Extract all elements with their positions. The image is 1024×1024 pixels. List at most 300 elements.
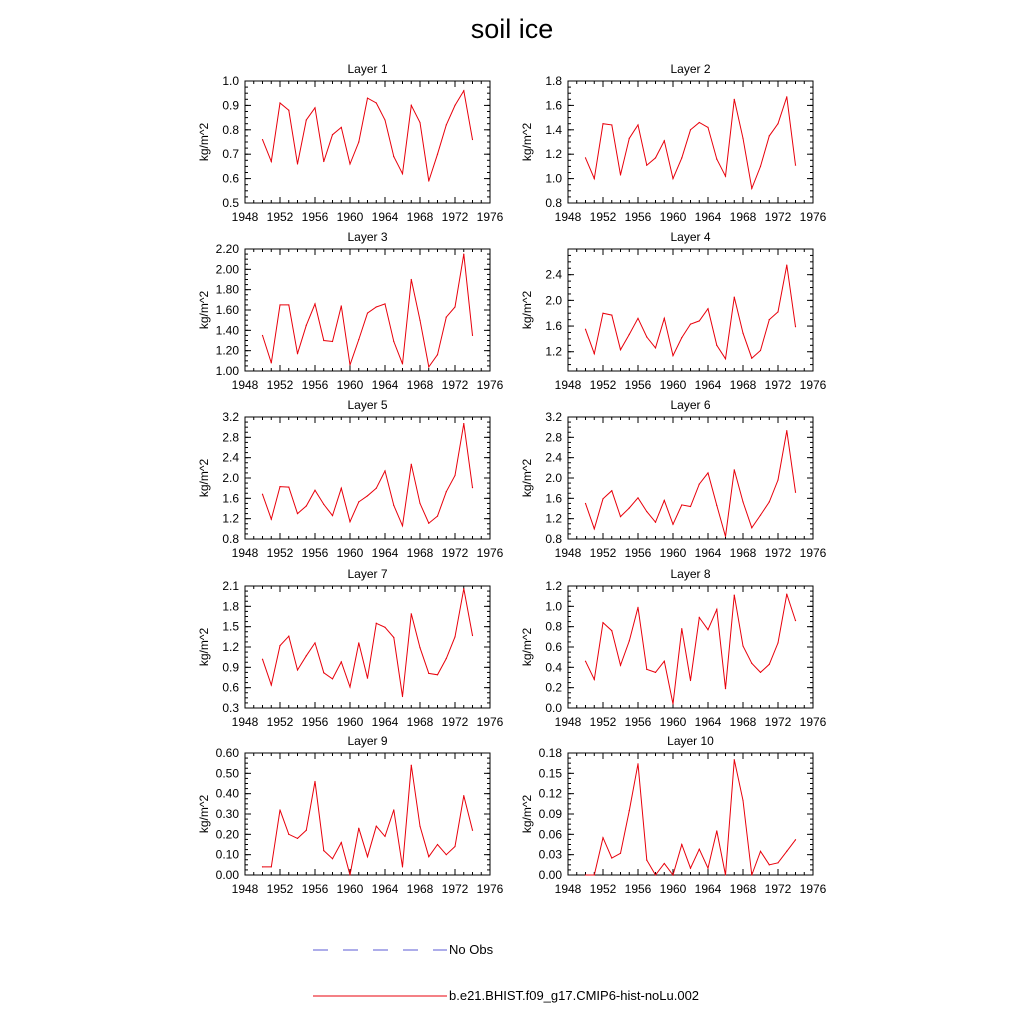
data-point — [690, 680, 691, 681]
y-tick-label: 0.3 — [222, 701, 239, 715]
data-point — [611, 857, 612, 858]
data-point — [602, 622, 603, 623]
data-point — [585, 874, 586, 875]
y-tick-label: 0.8 — [545, 196, 562, 210]
data-point — [681, 844, 682, 845]
y-tick-label: 0.8 — [222, 122, 239, 137]
series-line — [586, 760, 796, 875]
data-point — [769, 864, 770, 865]
data-point — [725, 176, 726, 177]
data-point — [777, 642, 778, 643]
data-point — [699, 320, 700, 321]
data-point — [707, 629, 708, 630]
x-tick-label: 1960 — [336, 378, 364, 392]
y-tick-label: 0.6 — [222, 680, 239, 695]
x-tick-label: 1976 — [799, 882, 827, 896]
data-point — [341, 842, 342, 843]
data-point — [271, 684, 272, 685]
data-point — [637, 318, 638, 319]
x-tick-label: 1952 — [589, 210, 617, 224]
data-point — [454, 636, 455, 637]
data-point — [428, 523, 429, 524]
data-point — [349, 364, 350, 365]
x-tick-label: 1956 — [301, 715, 329, 729]
data-point — [786, 594, 787, 595]
data-point — [472, 635, 473, 636]
data-point — [611, 124, 612, 125]
data-point — [594, 353, 595, 354]
data-point — [402, 866, 403, 867]
data-point — [664, 661, 665, 662]
y-axis-label: kg/m^2 — [197, 122, 211, 162]
data-point — [472, 139, 473, 140]
data-point — [620, 174, 621, 175]
data-point — [384, 836, 385, 837]
data-point — [742, 645, 743, 646]
panel-title: Layer 4 — [670, 230, 711, 244]
y-axis-label: kg/m^2 — [520, 794, 534, 834]
data-point — [629, 334, 630, 335]
data-point — [341, 127, 342, 128]
panel-frame — [568, 753, 813, 875]
panel-title: Layer 9 — [347, 734, 388, 748]
data-point — [734, 759, 735, 760]
x-tick-label: 1956 — [624, 210, 652, 224]
legend-label-model: b.e21.BHIST.f09_g17.CMIP6-hist-noLu.002 — [449, 988, 700, 1003]
data-point — [376, 306, 377, 307]
data-point — [655, 874, 656, 875]
data-point — [279, 645, 280, 646]
data-point — [454, 306, 455, 307]
panel-title: Layer 3 — [347, 230, 388, 244]
x-tick-label: 1948 — [554, 546, 582, 560]
data-point — [769, 319, 770, 320]
data-point — [716, 609, 717, 610]
data-point — [716, 345, 717, 346]
x-tick-label: 1964 — [371, 715, 399, 729]
data-point — [367, 856, 368, 857]
data-point — [262, 335, 263, 336]
figure-title: soil ice — [470, 14, 554, 44]
panel-frame — [568, 417, 813, 539]
data-point — [620, 665, 621, 666]
data-point — [271, 161, 272, 162]
x-tick-label: 1956 — [301, 378, 329, 392]
data-point — [349, 874, 350, 875]
data-point — [463, 90, 464, 91]
x-tick-label: 1952 — [266, 546, 294, 560]
data-point — [437, 844, 438, 845]
data-point — [341, 488, 342, 489]
y-axis-label: kg/m^2 — [197, 458, 211, 498]
data-point — [585, 661, 586, 662]
data-point — [795, 620, 796, 621]
panel-layer-7 — [197, 567, 504, 729]
data-point — [602, 498, 603, 499]
data-point — [419, 122, 420, 123]
panel-layer-10 — [520, 734, 827, 896]
x-tick-label: 1952 — [589, 378, 617, 392]
data-point — [699, 849, 700, 850]
x-tick-label: 1968 — [729, 882, 757, 896]
panel-title: Layer 1 — [347, 62, 388, 76]
y-tick-label: 3.2 — [545, 410, 562, 424]
x-tick-label: 1968 — [406, 210, 434, 224]
data-point — [725, 874, 726, 875]
x-tick-label: 1968 — [406, 546, 434, 560]
x-tick-label: 1964 — [371, 882, 399, 896]
y-axis-label: kg/m^2 — [520, 290, 534, 330]
x-tick-label: 1968 — [729, 546, 757, 560]
data-point — [681, 628, 682, 629]
data-point — [742, 333, 743, 334]
data-point — [637, 497, 638, 498]
data-point — [454, 846, 455, 847]
legend — [313, 950, 447, 996]
data-point — [463, 588, 464, 589]
data-point — [690, 506, 691, 507]
data-point — [367, 678, 368, 679]
y-tick-label: 0.03 — [538, 847, 562, 862]
x-tick-label: 1972 — [764, 546, 792, 560]
x-tick-label: 1964 — [371, 210, 399, 224]
data-point — [786, 851, 787, 852]
y-tick-label: 1.8 — [545, 74, 562, 88]
panel-layer-1 — [197, 62, 504, 224]
x-tick-label: 1952 — [589, 882, 617, 896]
y-tick-label: 2.8 — [545, 430, 562, 445]
data-point — [734, 469, 735, 470]
y-tick-label: 1.2 — [222, 640, 239, 654]
data-point — [594, 679, 595, 680]
data-point — [585, 329, 586, 330]
data-point — [646, 859, 647, 860]
y-tick-label: 2.1 — [222, 579, 239, 593]
y-tick-label: 1.20 — [215, 343, 239, 358]
y-tick-label: 0.30 — [215, 807, 239, 821]
data-point — [358, 339, 359, 340]
data-point — [629, 640, 630, 641]
data-point — [341, 305, 342, 306]
y-axis-label: kg/m^2 — [197, 794, 211, 834]
data-point — [707, 127, 708, 128]
data-point — [367, 97, 368, 98]
y-tick-label: 3.2 — [222, 410, 239, 424]
data-point — [672, 524, 673, 525]
data-point — [446, 124, 447, 125]
data-point — [463, 795, 464, 796]
x-tick-label: 1968 — [729, 378, 757, 392]
data-point — [306, 325, 307, 326]
data-point — [664, 500, 665, 501]
data-point — [742, 138, 743, 139]
y-tick-label: 1.6 — [545, 98, 562, 113]
panel-frame — [245, 249, 490, 371]
data-point — [437, 674, 438, 675]
y-tick-label: 2.4 — [545, 267, 562, 282]
data-point — [751, 188, 752, 189]
x-tick-label: 1976 — [799, 210, 827, 224]
x-tick-label: 1972 — [441, 210, 469, 224]
x-tick-label: 1964 — [694, 546, 722, 560]
panel-frame — [245, 586, 490, 708]
y-tick-label: 2.0 — [545, 471, 562, 485]
x-tick-label: 1968 — [406, 378, 434, 392]
x-tick-label: 1964 — [694, 210, 722, 224]
data-point — [297, 669, 298, 670]
data-point — [437, 516, 438, 517]
x-tick-label: 1972 — [764, 882, 792, 896]
y-tick-label: 2.0 — [545, 293, 562, 308]
y-tick-label: 1.2 — [545, 344, 562, 359]
x-tick-label: 1976 — [476, 546, 504, 560]
data-point — [699, 617, 700, 618]
data-point — [742, 501, 743, 502]
x-tick-label: 1948 — [554, 378, 582, 392]
series-line — [586, 265, 796, 359]
x-tick-label: 1968 — [406, 882, 434, 896]
data-point — [288, 487, 289, 488]
data-point — [376, 102, 377, 103]
data-point — [393, 637, 394, 638]
panel-title: Layer 8 — [670, 567, 711, 581]
data-point — [437, 154, 438, 155]
series-line — [586, 431, 796, 537]
y-tick-label: 0.9 — [222, 98, 239, 113]
x-tick-label: 1960 — [659, 378, 687, 392]
x-tick-label: 1972 — [441, 715, 469, 729]
data-point — [769, 135, 770, 136]
data-point — [262, 866, 263, 867]
data-point — [323, 504, 324, 505]
data-point — [629, 810, 630, 811]
data-point — [620, 349, 621, 350]
data-point — [297, 353, 298, 354]
data-point — [594, 178, 595, 179]
panel-title: Layer 2 — [670, 62, 711, 76]
x-tick-label: 1948 — [231, 882, 259, 896]
data-point — [751, 527, 752, 528]
x-tick-label: 1948 — [554, 210, 582, 224]
data-point — [672, 355, 673, 356]
data-point — [376, 623, 377, 624]
data-point — [602, 123, 603, 124]
x-tick-label: 1976 — [476, 210, 504, 224]
x-tick-label: 1972 — [441, 882, 469, 896]
data-point — [646, 165, 647, 166]
data-point — [323, 850, 324, 851]
data-point — [341, 661, 342, 662]
data-point — [454, 475, 455, 476]
data-point — [402, 363, 403, 364]
data-point — [384, 627, 385, 628]
data-point — [288, 304, 289, 305]
y-tick-label: 0.2 — [545, 680, 562, 695]
y-tick-label: 0.8 — [545, 619, 562, 634]
data-point — [611, 490, 612, 491]
data-point — [332, 134, 333, 135]
x-tick-label: 1952 — [589, 715, 617, 729]
y-tick-label: 1.2 — [545, 511, 562, 526]
y-tick-label: 2.4 — [222, 450, 239, 465]
data-point — [332, 678, 333, 679]
series-line — [263, 424, 473, 526]
y-tick-label: 1.0 — [222, 74, 239, 88]
x-tick-label: 1976 — [476, 882, 504, 896]
y-tick-label: 0.00 — [538, 868, 562, 882]
data-point — [288, 110, 289, 111]
panel-title: Layer 7 — [347, 567, 388, 581]
data-point — [664, 318, 665, 319]
data-point — [411, 613, 412, 614]
data-point — [358, 828, 359, 829]
x-tick-label: 1964 — [371, 378, 399, 392]
x-tick-label: 1952 — [266, 378, 294, 392]
y-tick-label: 2.20 — [215, 242, 239, 256]
x-tick-label: 1964 — [694, 378, 722, 392]
y-tick-label: 0.9 — [222, 660, 239, 675]
data-point — [446, 658, 447, 659]
y-tick-label: 1.40 — [215, 323, 239, 338]
x-tick-label: 1952 — [266, 715, 294, 729]
y-tick-label: 2.8 — [222, 430, 239, 445]
data-point — [699, 484, 700, 485]
data-point — [681, 157, 682, 158]
data-point — [358, 141, 359, 142]
series-line — [263, 765, 473, 875]
data-point — [428, 366, 429, 367]
data-point — [637, 607, 638, 608]
data-point — [393, 156, 394, 157]
data-point — [672, 703, 673, 704]
y-tick-label: 0.12 — [538, 786, 562, 801]
x-tick-label: 1948 — [231, 546, 259, 560]
data-point — [646, 669, 647, 670]
data-point — [402, 525, 403, 526]
data-point — [367, 312, 368, 313]
y-axis-label: kg/m^2 — [197, 290, 211, 330]
x-tick-label: 1956 — [301, 210, 329, 224]
data-point — [271, 866, 272, 867]
data-point — [760, 851, 761, 852]
panel-title: Layer 10 — [667, 734, 714, 748]
x-tick-label: 1960 — [659, 210, 687, 224]
data-point — [402, 173, 403, 174]
y-tick-label: 1.0 — [545, 171, 562, 186]
data-point — [629, 138, 630, 139]
panel-layer-6 — [520, 398, 827, 560]
data-point — [384, 119, 385, 120]
data-point — [419, 503, 420, 504]
data-point — [594, 528, 595, 529]
data-point — [323, 672, 324, 673]
data-point — [297, 513, 298, 514]
series-line — [263, 254, 473, 367]
y-tick-label: 0.4 — [545, 660, 562, 675]
y-tick-label: 0.18 — [538, 746, 562, 760]
data-point — [760, 515, 761, 516]
data-point — [585, 503, 586, 504]
data-point — [611, 315, 612, 316]
legend-label-no-obs: No Obs — [449, 942, 494, 957]
x-tick-label: 1976 — [476, 715, 504, 729]
data-point — [734, 297, 735, 298]
data-point — [428, 673, 429, 674]
data-point — [760, 350, 761, 351]
data-point — [655, 157, 656, 158]
data-point — [454, 105, 455, 106]
data-point — [288, 636, 289, 637]
data-point — [306, 119, 307, 120]
data-point — [777, 311, 778, 312]
data-point — [472, 335, 473, 336]
data-point — [637, 763, 638, 764]
data-point — [279, 304, 280, 305]
data-point — [672, 874, 673, 875]
x-tick-label: 1976 — [799, 378, 827, 392]
data-point — [734, 595, 735, 596]
x-tick-label: 1956 — [624, 715, 652, 729]
data-point — [786, 96, 787, 97]
x-tick-label: 1972 — [441, 378, 469, 392]
x-tick-label: 1968 — [406, 715, 434, 729]
data-point — [411, 105, 412, 106]
y-tick-label: 2.00 — [215, 262, 239, 277]
panel-layer-4 — [520, 230, 827, 392]
y-tick-label: 1.0 — [545, 599, 562, 614]
data-point — [376, 488, 377, 489]
data-point — [786, 264, 787, 265]
y-tick-label: 0.6 — [545, 640, 562, 654]
x-tick-label: 1956 — [624, 378, 652, 392]
data-point — [446, 317, 447, 318]
data-point — [419, 826, 420, 827]
x-tick-label: 1972 — [764, 715, 792, 729]
x-tick-label: 1976 — [476, 378, 504, 392]
y-tick-label: 1.4 — [545, 122, 562, 137]
data-point — [734, 99, 735, 100]
data-point — [411, 279, 412, 280]
data-point — [760, 166, 761, 167]
y-tick-label: 0.20 — [215, 827, 239, 842]
y-axis-label: kg/m^2 — [197, 627, 211, 667]
data-point — [437, 354, 438, 355]
data-point — [751, 874, 752, 875]
y-tick-label: 1.00 — [215, 364, 239, 378]
data-point — [690, 129, 691, 130]
data-point — [384, 303, 385, 304]
x-tick-label: 1960 — [659, 882, 687, 896]
panel-frame — [568, 81, 813, 203]
y-tick-label: 1.2 — [545, 579, 562, 593]
data-point — [262, 494, 263, 495]
y-tick-label: 0.09 — [538, 807, 562, 821]
data-point — [716, 505, 717, 506]
data-point — [602, 837, 603, 838]
data-point — [358, 501, 359, 502]
data-point — [367, 495, 368, 496]
data-point — [306, 830, 307, 831]
data-point — [655, 347, 656, 348]
data-point — [279, 102, 280, 103]
x-tick-label: 1960 — [659, 546, 687, 560]
data-point — [314, 490, 315, 491]
x-tick-label: 1960 — [336, 546, 364, 560]
data-point — [681, 504, 682, 505]
panel-layer-3 — [197, 230, 504, 392]
data-point — [446, 854, 447, 855]
data-point — [314, 781, 315, 782]
